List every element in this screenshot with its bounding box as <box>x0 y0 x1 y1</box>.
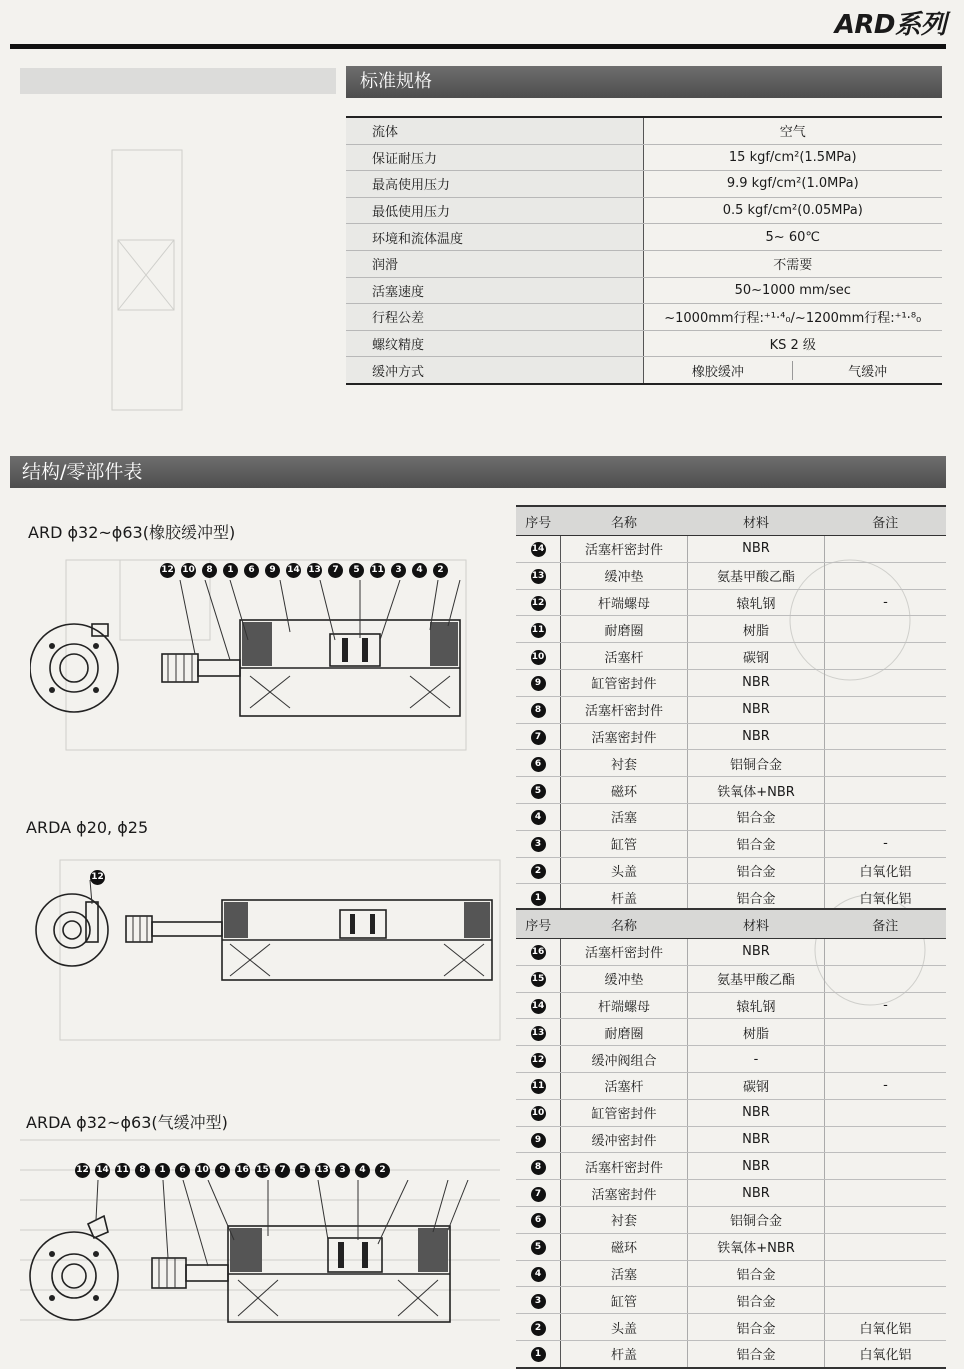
part-name: 头盖 <box>561 1314 688 1341</box>
part-name: 活塞密封件 <box>561 1180 688 1207</box>
callout-badge: 13 <box>315 1163 330 1178</box>
part-name: 活塞密封件 <box>561 723 688 750</box>
spec-row <box>346 144 942 171</box>
part-number <box>516 1233 561 1260</box>
part-name: 活塞杆 <box>561 1072 688 1099</box>
spec-value: 9.9 kgf/cm²(1.0MPa) <box>643 171 942 198</box>
part-material: NBR <box>688 1099 825 1126</box>
part-material: 辕轧钢 <box>688 992 825 1019</box>
part-number <box>516 723 561 750</box>
callout-badge: 4 <box>412 563 427 578</box>
part-number-badge: 14 <box>531 999 546 1014</box>
spec-table <box>346 116 942 385</box>
part-remark: 白氧化铝 <box>825 884 947 911</box>
part-name: 缓冲垫 <box>561 965 688 992</box>
part-name: 衬套 <box>561 1206 688 1233</box>
table-row <box>516 643 946 670</box>
part-remark <box>825 1126 947 1153</box>
part-material: 铝合金 <box>688 1260 825 1287</box>
part-name: 杆盖 <box>561 1340 688 1367</box>
spec-row <box>346 330 942 357</box>
part-remark: 白氧化铝 <box>825 1314 947 1341</box>
spec-key: 流体 <box>346 117 643 144</box>
part-name: 活塞杆密封件 <box>561 939 688 966</box>
part-name: 活塞 <box>561 1260 688 1287</box>
part-number <box>516 562 561 589</box>
callout-badge: 6 <box>175 1163 190 1178</box>
callout-badge: 14 <box>286 563 301 578</box>
callout-badge: 11 <box>115 1163 130 1178</box>
part-number-badge: 1 <box>531 891 546 906</box>
callout-badge: 11 <box>370 563 385 578</box>
spec-key: 润滑 <box>346 250 643 277</box>
spec-key: 缓冲方式 <box>346 357 643 384</box>
part-number-badge: 15 <box>531 972 546 987</box>
callout-badge: 2 <box>433 563 448 578</box>
table-row <box>516 777 946 804</box>
part-number <box>516 965 561 992</box>
fig1-callouts <box>160 563 480 578</box>
table-row <box>516 1072 946 1099</box>
part-number <box>516 1072 561 1099</box>
part-material: 铝合金 <box>688 1314 825 1341</box>
part-number-badge: 4 <box>531 1267 546 1282</box>
part-name: 耐磨圈 <box>561 616 688 643</box>
spec-value-air: 气缓冲 <box>848 364 888 380</box>
part-remark <box>825 1260 947 1287</box>
part-material: NBR <box>688 1126 825 1153</box>
part-number <box>516 669 561 696</box>
part-number <box>516 1180 561 1207</box>
part-name: 缸管密封件 <box>561 1099 688 1126</box>
spec-section-header: 标准规格 <box>346 66 942 98</box>
part-remark: - <box>825 1072 947 1099</box>
part-number-badge: 6 <box>531 757 546 772</box>
spec-key: 环境和流体温度 <box>346 224 643 251</box>
table-row <box>516 965 946 992</box>
part-number-badge: 2 <box>531 864 546 879</box>
part-remark <box>825 536 947 563</box>
part-number <box>516 536 561 563</box>
spec-value: 5~ 60℃ <box>643 224 942 251</box>
part-number <box>516 1206 561 1233</box>
fig3-callouts <box>75 1163 485 1178</box>
callout-badge: 2 <box>375 1163 390 1178</box>
part-number-badge: 8 <box>531 703 546 718</box>
part-number <box>516 1340 561 1367</box>
part-name: 缸管 <box>561 1287 688 1314</box>
part-number <box>516 1287 561 1314</box>
part-number <box>516 750 561 777</box>
part-number-badge: 3 <box>531 1294 546 1309</box>
part-remark <box>825 1046 947 1073</box>
part-number-badge: 2 <box>531 1321 546 1336</box>
part-remark <box>825 696 947 723</box>
part-number-badge: 11 <box>531 623 546 638</box>
part-number-badge: 3 <box>531 837 546 852</box>
table-row <box>516 536 946 563</box>
part-number-badge: 5 <box>531 1240 546 1255</box>
part-remark <box>825 1287 947 1314</box>
table-row <box>516 1314 946 1341</box>
part-remark <box>825 562 947 589</box>
callout-badge: 10 <box>181 563 196 578</box>
table-row <box>516 750 946 777</box>
part-number-badge: 8 <box>531 1160 546 1175</box>
table-row <box>516 939 946 966</box>
table-row <box>516 696 946 723</box>
part-name: 磁环 <box>561 777 688 804</box>
part-remark <box>825 1180 947 1207</box>
part-name: 杆盖 <box>561 884 688 911</box>
part-material: NBR <box>688 723 825 750</box>
part-number <box>516 803 561 830</box>
part-material: 铝合金 <box>688 1287 825 1314</box>
structure-section-header: 结构/零部件表 <box>10 456 946 488</box>
part-number <box>516 939 561 966</box>
part-number <box>516 857 561 884</box>
part-number <box>516 1099 561 1126</box>
part-name: 缸管密封件 <box>561 669 688 696</box>
part-material: 铝合金 <box>688 830 825 857</box>
part-number <box>516 616 561 643</box>
part-number-badge: 9 <box>531 1133 546 1148</box>
table-row <box>516 1233 946 1260</box>
part-number <box>516 643 561 670</box>
part-material: 铁氧体+NBR <box>688 1233 825 1260</box>
spec-key: 螺纹精度 <box>346 330 643 357</box>
part-remark <box>825 669 947 696</box>
part-number <box>516 1260 561 1287</box>
part-number <box>516 1126 561 1153</box>
spec-value: 空气 <box>643 117 942 144</box>
table-row <box>516 1153 946 1180</box>
parts-table-rubber-cushion <box>516 505 946 912</box>
spec-row <box>346 117 942 144</box>
part-name: 杆端螺母 <box>561 589 688 616</box>
part-material: 碳钢 <box>688 643 825 670</box>
col-header-no: 序号 <box>516 909 561 939</box>
spec-value: 15 kgf/cm²(1.5MPa) <box>643 144 942 171</box>
spec-row <box>346 304 942 331</box>
part-number <box>516 992 561 1019</box>
part-remark <box>825 1153 947 1180</box>
part-number-badge: 11 <box>531 1079 546 1094</box>
spec-row <box>346 197 942 224</box>
callout-badge: 9 <box>265 563 280 578</box>
part-number <box>516 696 561 723</box>
callout-badge: 5 <box>295 1163 310 1178</box>
part-remark <box>825 750 947 777</box>
part-material: 铝合金 <box>688 803 825 830</box>
part-material: NBR <box>688 536 825 563</box>
callout-badge: 15 <box>255 1163 270 1178</box>
part-remark <box>825 803 947 830</box>
spec-value: KS 2 级 <box>643 330 942 357</box>
part-name: 活塞杆密封件 <box>561 696 688 723</box>
callout-badge: 5 <box>349 563 364 578</box>
callout-badge: 3 <box>391 563 406 578</box>
part-number <box>516 589 561 616</box>
spec-row <box>346 224 942 251</box>
fig2-cylinder-drawing <box>30 880 500 990</box>
parts-table-body <box>516 939 946 1368</box>
part-name: 活塞杆密封件 <box>561 1153 688 1180</box>
spec-row <box>346 357 942 384</box>
part-material: 树脂 <box>688 1019 825 1046</box>
callout-badge: 10 <box>195 1163 210 1178</box>
part-remark <box>825 1099 947 1126</box>
part-material: NBR <box>688 1180 825 1207</box>
callout-badge: 3 <box>335 1163 350 1178</box>
fig3-caption: ARDA ϕ32~ϕ63(气缓冲型) <box>26 1113 228 1132</box>
part-number <box>516 830 561 857</box>
table-row <box>516 562 946 589</box>
part-remark: - <box>825 830 947 857</box>
callout-badge: 12 <box>90 870 105 885</box>
table-row <box>516 1046 946 1073</box>
table-row <box>516 992 946 1019</box>
part-material: 碳钢 <box>688 1072 825 1099</box>
spec-key: 最高使用压力 <box>346 171 643 198</box>
part-name: 头盖 <box>561 857 688 884</box>
part-material: 氨基甲酸乙酯 <box>688 562 825 589</box>
table-row <box>516 723 946 750</box>
part-remark <box>825 723 947 750</box>
part-number-badge: 13 <box>531 1026 546 1041</box>
callout-badge: 8 <box>135 1163 150 1178</box>
callout-badge: 12 <box>75 1163 90 1178</box>
part-number-badge: 4 <box>531 810 546 825</box>
table-row <box>516 803 946 830</box>
part-remark <box>825 939 947 966</box>
table-row <box>516 1287 946 1314</box>
part-name: 杆端螺母 <box>561 992 688 1019</box>
part-name: 缓冲垫 <box>561 562 688 589</box>
spec-row <box>346 250 942 277</box>
table-row <box>516 1019 946 1046</box>
callout-badge: 1 <box>155 1163 170 1178</box>
part-remark <box>825 643 947 670</box>
part-material: NBR <box>688 939 825 966</box>
fig1-cylinder-drawing <box>30 580 480 720</box>
spec-key: 活塞速度 <box>346 277 643 304</box>
spec-row <box>346 277 942 304</box>
table-row <box>516 1099 946 1126</box>
table-row <box>516 830 946 857</box>
part-material: NBR <box>688 696 825 723</box>
part-material: 铝铜合金 <box>688 750 825 777</box>
callout-badge: 16 <box>235 1163 250 1178</box>
callout-badge: 8 <box>202 563 217 578</box>
col-header-material: 材料 <box>688 506 825 536</box>
part-name: 缓冲密封件 <box>561 1126 688 1153</box>
callout-badge: 6 <box>244 563 259 578</box>
series-title: ARD系列 <box>834 10 946 40</box>
part-remark <box>825 965 947 992</box>
callout-badge: 4 <box>355 1163 370 1178</box>
col-header-remark: 备注 <box>825 909 947 939</box>
callout-badge: 14 <box>95 1163 110 1178</box>
col-header-material: 材料 <box>688 909 825 939</box>
part-name: 活塞杆密封件 <box>561 536 688 563</box>
fig1-caption: ARD ϕ32~ϕ63(橡胶缓冲型) <box>28 523 236 542</box>
spec-value-rubber: 橡胶缓冲 <box>644 361 794 380</box>
col-header-remark: 备注 <box>825 506 947 536</box>
part-remark: 白氧化铝 <box>825 857 947 884</box>
part-remark <box>825 1206 947 1233</box>
callout-badge: 9 <box>215 1163 230 1178</box>
part-name: 磁环 <box>561 1233 688 1260</box>
parts-table-body <box>516 536 946 912</box>
part-material: NBR <box>688 669 825 696</box>
part-number-badge: 7 <box>531 730 546 745</box>
col-header-no: 序号 <box>516 506 561 536</box>
part-remark <box>825 1233 947 1260</box>
part-material: 铝合金 <box>688 1340 825 1367</box>
part-material: 铁氧体+NBR <box>688 777 825 804</box>
part-name: 耐磨圈 <box>561 1019 688 1046</box>
parts-header-row <box>516 506 946 536</box>
part-number <box>516 1019 561 1046</box>
parts-header-row <box>516 909 946 939</box>
callout-badge: 13 <box>307 563 322 578</box>
part-number-badge: 7 <box>531 1187 546 1202</box>
part-number <box>516 1046 561 1073</box>
callout-badge: 1 <box>223 563 238 578</box>
part-material: - <box>688 1046 825 1073</box>
part-number-badge: 12 <box>531 1053 546 1068</box>
part-material: NBR <box>688 1153 825 1180</box>
col-header-name: 名称 <box>561 909 688 939</box>
part-number-badge: 16 <box>531 945 546 960</box>
part-number-badge: 10 <box>531 1106 546 1121</box>
part-number-badge: 5 <box>531 784 546 799</box>
spec-key: 保证耐压力 <box>346 144 643 171</box>
part-remark: - <box>825 992 947 1019</box>
table-row <box>516 1340 946 1367</box>
spec-value-split <box>643 357 942 384</box>
part-number-badge: 1 <box>531 1347 546 1362</box>
part-name: 活塞杆 <box>561 643 688 670</box>
part-material: 氨基甲酸乙酯 <box>688 965 825 992</box>
part-number-badge: 14 <box>531 542 546 557</box>
part-material: 铝铜合金 <box>688 1206 825 1233</box>
part-name: 活塞 <box>561 803 688 830</box>
part-number <box>516 1153 561 1180</box>
fig3-cylinder-drawing <box>28 1180 478 1330</box>
spec-key: 行程公差 <box>346 304 643 331</box>
table-row <box>516 1126 946 1153</box>
part-name: 缓冲阀组合 <box>561 1046 688 1073</box>
part-number-badge: 6 <box>531 1213 546 1228</box>
table-row <box>516 1206 946 1233</box>
part-material: 铝合金 <box>688 884 825 911</box>
part-number-badge: 9 <box>531 676 546 691</box>
part-number <box>516 1314 561 1341</box>
part-name: 衬套 <box>561 750 688 777</box>
spec-value: ~1000mm行程:⁺¹·⁴₀/~1200mm行程:⁺¹·⁸₀ <box>643 304 942 331</box>
parts-table-air-cushion <box>516 908 946 1369</box>
spec-value: 不需要 <box>643 250 942 277</box>
part-remark: - <box>825 589 947 616</box>
part-number-badge: 13 <box>531 569 546 584</box>
table-row <box>516 857 946 884</box>
faint-header-band <box>20 68 336 94</box>
part-material: 铝合金 <box>688 857 825 884</box>
table-row <box>516 1260 946 1287</box>
part-material: 树脂 <box>688 616 825 643</box>
fig2-caption: ARDA ϕ20, ϕ25 <box>26 818 149 837</box>
spec-key: 最低使用压力 <box>346 197 643 224</box>
callout-badge: 7 <box>275 1163 290 1178</box>
part-remark <box>825 777 947 804</box>
col-header-name: 名称 <box>561 506 688 536</box>
part-name: 缸管 <box>561 830 688 857</box>
spec-value: 0.5 kgf/cm²(0.05MPa) <box>643 197 942 224</box>
part-number <box>516 777 561 804</box>
spec-row <box>346 171 942 198</box>
table-row <box>516 589 946 616</box>
part-remark: 白氧化铝 <box>825 1340 947 1367</box>
table-row <box>516 616 946 643</box>
part-material: 辕轧钢 <box>688 589 825 616</box>
part-remark <box>825 1019 947 1046</box>
part-number-badge: 12 <box>531 596 546 611</box>
part-remark <box>825 616 947 643</box>
table-row <box>516 1180 946 1207</box>
callout-badge: 12 <box>160 563 175 578</box>
part-number-badge: 10 <box>531 650 546 665</box>
table-row <box>516 669 946 696</box>
spec-value: 50~1000 mm/sec <box>643 277 942 304</box>
callout-badge: 7 <box>328 563 343 578</box>
